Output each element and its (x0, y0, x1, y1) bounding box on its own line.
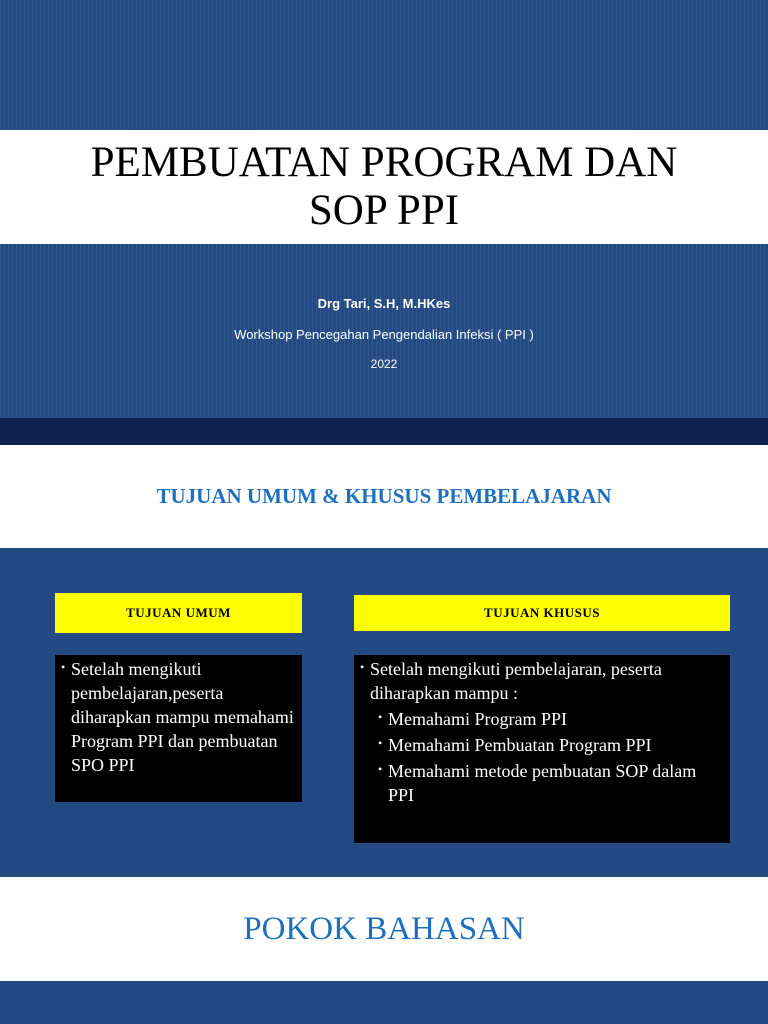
bullet-text: Memahami metode pembuatan SOP dalam PPI (388, 761, 697, 805)
objectives-slide (0, 445, 768, 877)
sub-list-item (360, 759, 724, 807)
title-line: SOP PPI (308, 187, 460, 234)
sub-list-item (360, 707, 724, 731)
sub-list-item (360, 733, 724, 757)
bullet-icon: • (378, 736, 383, 750)
general-objective-label: TUJUAN UMUM (55, 593, 302, 633)
presentation-title (91, 139, 678, 235)
bullet-text: Setelah mengikuti pembelajaran,peserta diharapkan mampu memahami Program PPI dan pembuatan SPO PPI (71, 659, 294, 775)
list-item (360, 657, 724, 705)
bullet-text: Memahami Program PPI (388, 709, 567, 729)
specific-objective-label: TUJUAN KHUSUS (354, 595, 730, 631)
slide-title: POKOK BAHASAN (243, 910, 525, 947)
title-line: PEMBUATAN PROGRAM DAN (90, 139, 678, 186)
bullet-icon: • (61, 660, 66, 674)
bullet-icon: • (378, 710, 383, 724)
bullet-text: Setelah mengikuti pembelajaran, peserta diharapkan mampu : (370, 659, 662, 703)
bullet-icon: • (378, 762, 383, 776)
event-name: Workshop Pencegahan Pengendalian Infeksi ( PPI ) (234, 327, 534, 342)
title-band (0, 130, 768, 244)
list-item (61, 657, 296, 777)
title-slide (0, 0, 768, 418)
slide-title: TUJUAN UMUM & KHUSUS PEMBELAJARAN (156, 484, 612, 508)
author-name: Drg Tari, S.H, M.HKes (317, 296, 451, 311)
bullet-icon: • (360, 660, 365, 674)
slide-header (0, 445, 768, 548)
topics-slide (0, 877, 768, 1024)
bullet-text: Memahami Pembuatan Program PPI (388, 735, 652, 755)
slide-header (0, 877, 768, 981)
specific-objective-box (354, 655, 730, 843)
general-objective-box (55, 655, 302, 802)
year: 2022 (370, 357, 398, 371)
